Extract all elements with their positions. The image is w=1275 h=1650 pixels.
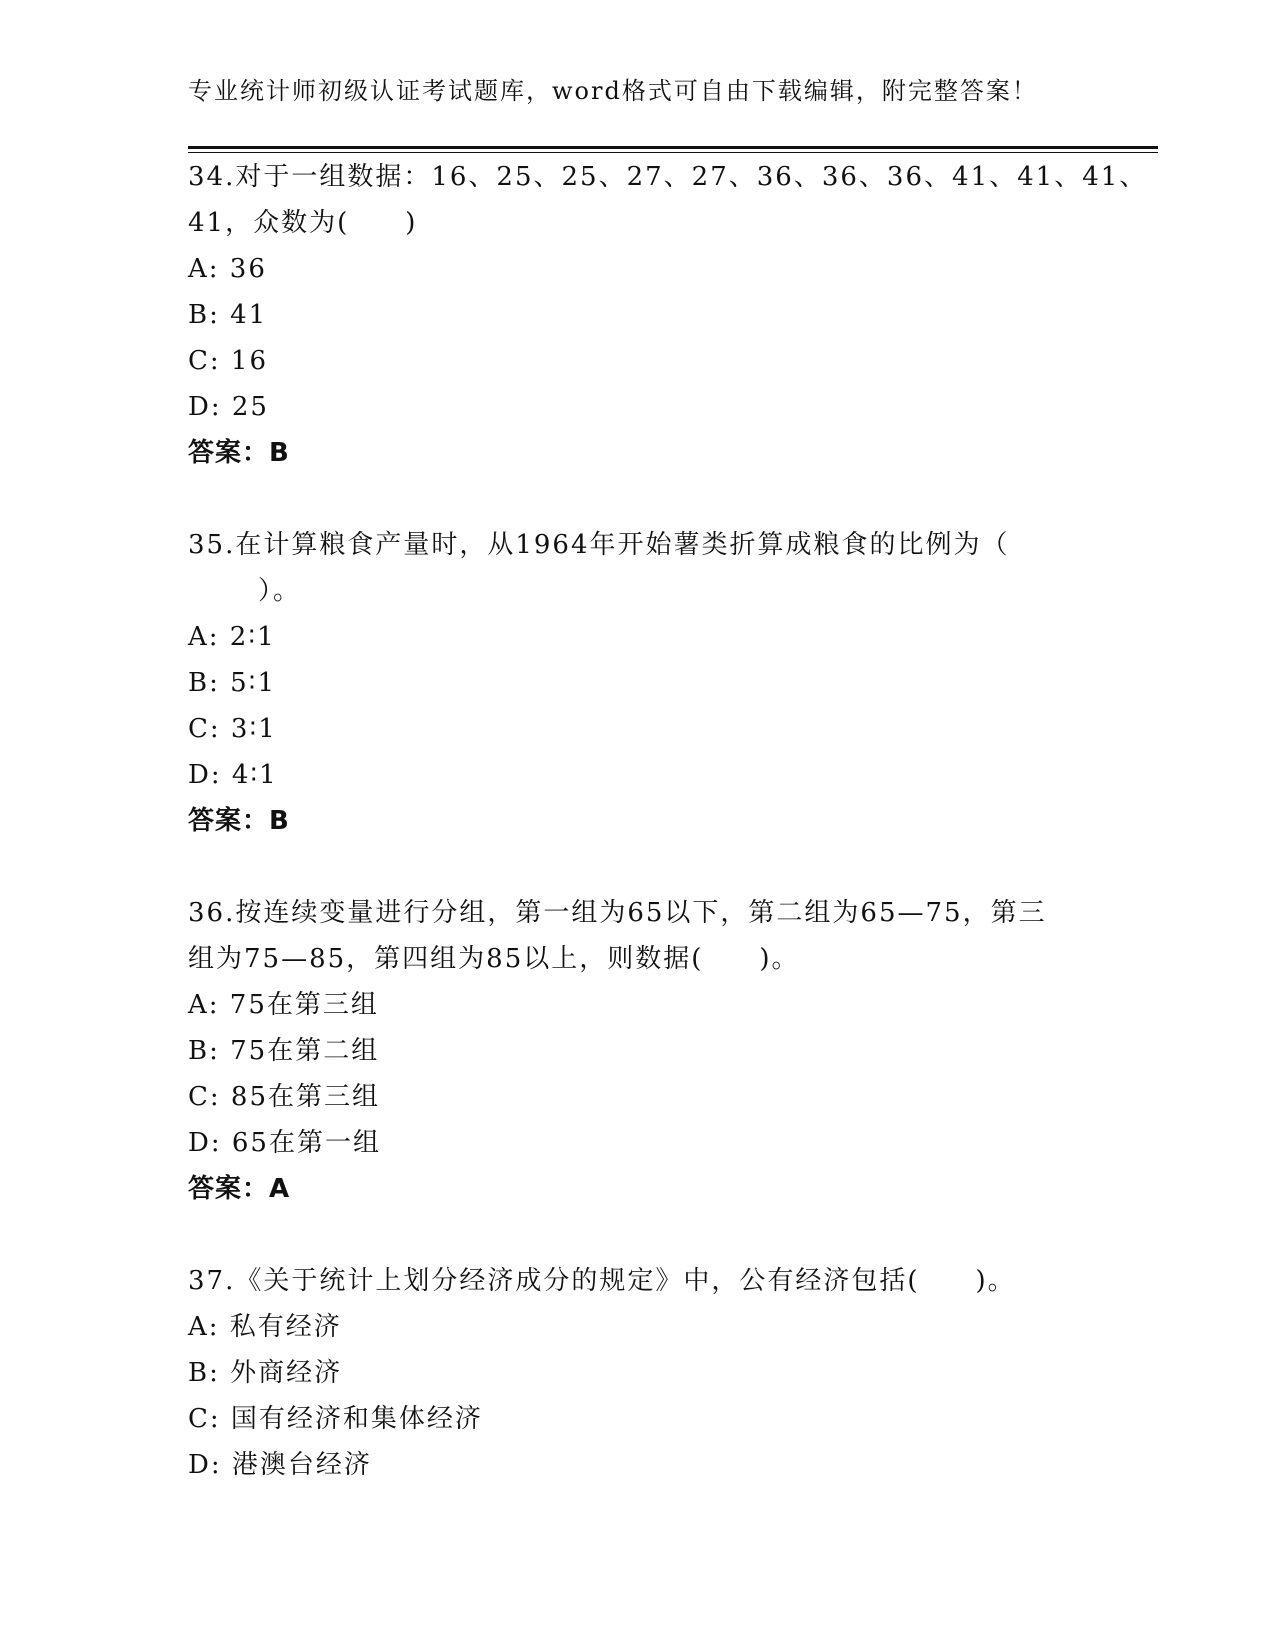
question-37 [188,1258,1088,1488]
option-c: C: 85在第三组 [188,1082,381,1112]
option-a: A: 私有经济 [188,1312,342,1342]
option-a: A: 2∶1 [188,622,276,652]
option-a: A: 36 [188,254,267,284]
question-stem: ）。 [258,576,302,606]
question-stem: 组为75—85，第四组为85以上，则数据( )。 [188,944,800,974]
option-b: B: 75在第二组 [188,1036,380,1066]
question-stem: 41，众数为( ) [188,208,418,238]
option-c: C: 国有经济和集体经济 [188,1404,483,1434]
option-b: B: 41 [188,300,268,330]
page-header: 专业统计师初级认证考试题库，word格式可自由下载编辑，附完整答案！ [188,77,1038,105]
option-d: D: 港澳台经济 [188,1450,372,1480]
header-divider [188,146,1158,153]
question-34 [188,154,1148,476]
answer-label: 答案：A [188,1174,291,1204]
question-stem: 35.在计算粮食产量时，从1964年开始薯类折算成粮食的比例为（ [188,530,1010,560]
option-d: D: 65在第一组 [188,1128,381,1158]
option-a: A: 75在第三组 [188,990,379,1020]
question-36 [188,890,1088,1212]
option-d: D: 25 [188,392,269,422]
question-35 [188,522,1088,844]
answer-label: 答案：B [188,438,290,468]
option-d: D: 4∶1 [188,760,278,790]
option-c: C: 3∶1 [188,714,277,744]
question-stem: 34.对于一组数据：16、25、25、27、27、36、36、36、41、41、41、 [188,162,1148,192]
question-stem: 36.按连续变量进行分组，第一组为65以下，第二组为65—75，第三 [188,898,1047,928]
option-b: B: 外商经济 [188,1358,343,1388]
option-c: C: 16 [188,346,269,376]
question-stem: 37.《关于统计上划分经济成分的规定》中，公有经济包括( )。 [188,1266,1016,1296]
answer-label: 答案：B [188,806,290,836]
option-b: B: 5∶1 [188,668,276,698]
